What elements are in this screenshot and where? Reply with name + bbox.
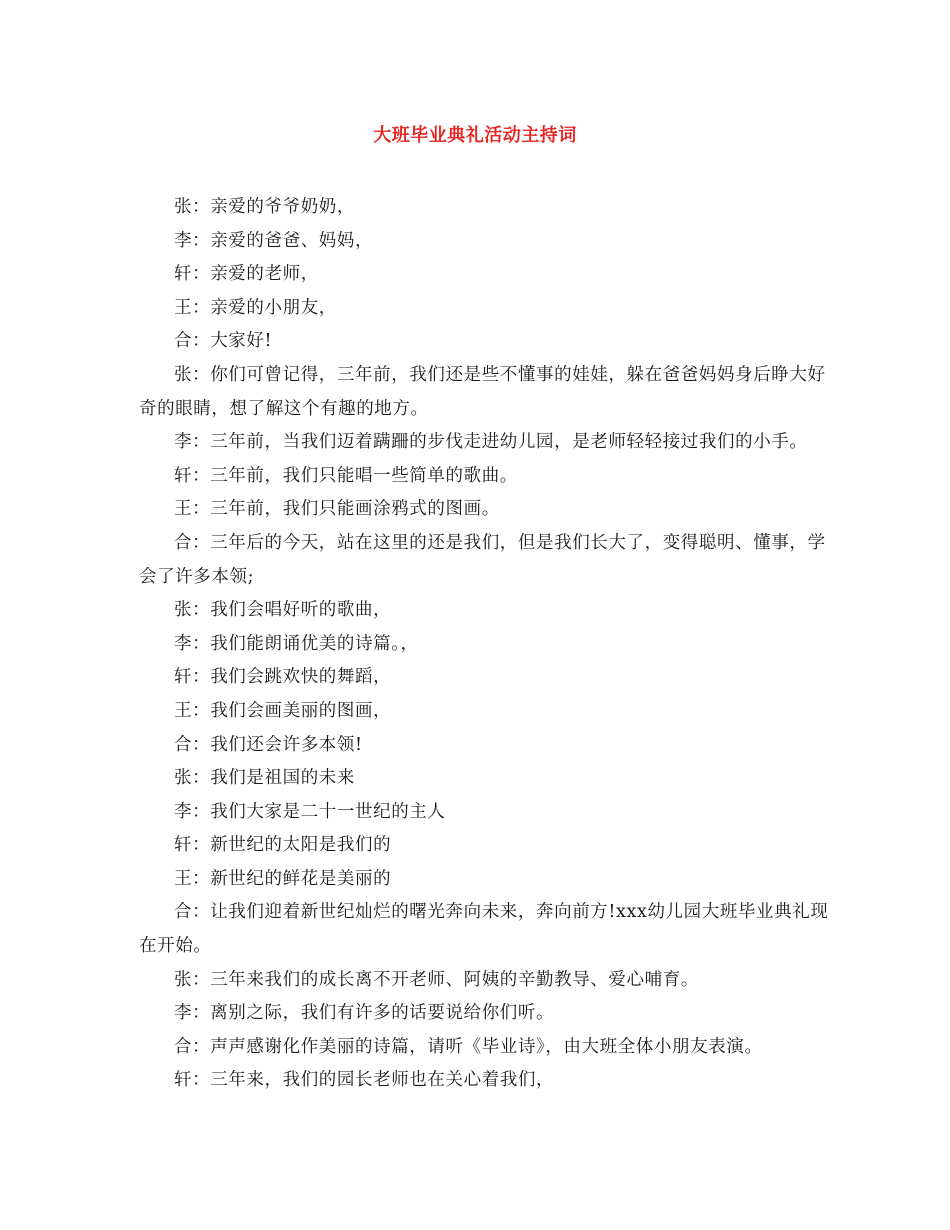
paragraph: 合：大家好! — [174, 331, 273, 352]
paragraph: 轩：我们会跳欢快的舞蹈， — [174, 667, 392, 688]
paragraph: 李：离别之际，我们有许多的话要说给你们听。 — [174, 1003, 555, 1024]
paragraph: 李：亲爱的爸爸、妈妈， — [174, 230, 374, 251]
document-body — [139, 191, 829, 1098]
paragraph: 合：声声感谢化作美丽的诗篇，请听《毕业诗》，由大班全体小朋友表演。 — [174, 1036, 763, 1057]
paragraph: 王：三年前，我们只能画涂鸦式的图画。 — [174, 499, 500, 520]
paragraph: 合：让我们迎着新世纪灿烂的曙光奔向未来，奔向前方!xxx幼儿园大班毕业典礼现在开始。 — [139, 902, 829, 957]
paragraph: 合：我们还会许多本领! — [174, 734, 363, 755]
paragraph: 王：新世纪的鲜花是美丽的 — [174, 868, 392, 889]
paragraph: 张：你们可曾记得，三年前，我们还是些不懂事的娃娃，躲在爸爸妈妈身后睁大好奇的眼睛，想了解这个有趣的地方。 — [139, 364, 826, 419]
paragraph: 合：三年后的今天，站在这里的还是我们，但是我们长大了，变得聪明、懂事，学会了许多本领; — [139, 532, 826, 587]
paragraph: 张：我们是祖国的未来 — [174, 768, 355, 789]
paragraph: 王：我们会画美丽的图画， — [174, 700, 392, 721]
paragraph: 李：我们大家是二十一世纪的主人 — [174, 801, 446, 822]
paragraph: 王：亲爱的小朋友， — [174, 297, 337, 318]
document-title: 大班毕业典礼活动主持词 — [373, 125, 577, 146]
paragraph: 张：三年来我们的成长离不开老师、阿姨的辛勤教导、爱心哺育。 — [174, 969, 699, 990]
paragraph: 张：我们会唱好听的歌曲， — [174, 600, 392, 621]
paragraph: 轩：三年来，我们的园长老师也在关心着我们， — [174, 1070, 555, 1091]
paragraph: 轩：三年前，我们只能唱一些简单的歌曲。 — [174, 465, 518, 486]
paragraph: 轩：亲爱的老师， — [174, 264, 319, 285]
paragraph: 轩：新世纪的太阳是我们的 — [174, 835, 392, 856]
paragraph: 张：亲爱的爷爷奶奶， — [174, 197, 355, 217]
paragraph: 李：三年前，当我们迈着蹒跚的步伐走进幼儿园，是老师轻轻接过我们的小手。 — [174, 432, 808, 453]
paragraph: 李：我们能朗诵优美的诗篇。， — [174, 633, 419, 654]
